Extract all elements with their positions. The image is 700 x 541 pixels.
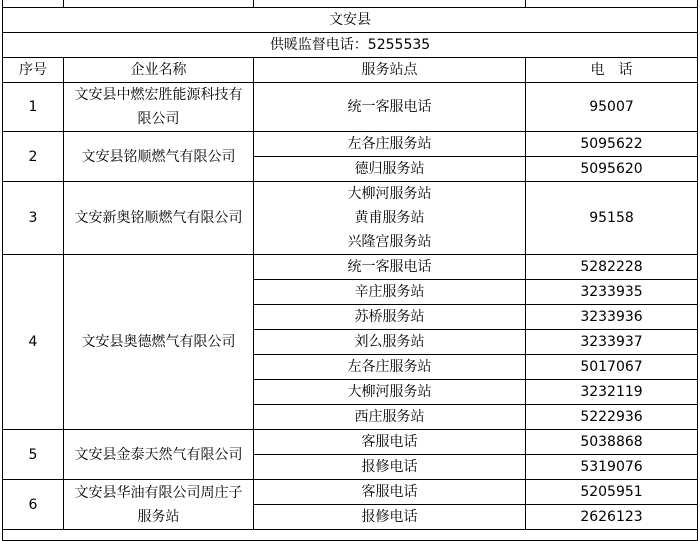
row-index: 6: [3, 480, 64, 530]
top-stub-row: [3, 0, 698, 8]
row-index: 4: [3, 255, 64, 430]
phone-number: 5095622: [526, 132, 698, 157]
header-index: 序号: [3, 58, 64, 83]
station-name: 统一客服电话: [254, 255, 526, 280]
phone-number: 2626123: [526, 505, 698, 530]
station-name: 报修电话: [254, 505, 526, 530]
station-name: 兴隆宫服务站: [254, 230, 526, 255]
table-row: [3, 430, 698, 455]
phone-number: 5282228: [526, 255, 698, 280]
phone-number: 5205951: [526, 480, 698, 505]
bottom-stub-row: [3, 530, 698, 541]
phone-number: 5017067: [526, 355, 698, 380]
phone-number: 5319076: [526, 455, 698, 480]
station-name: 大柳河服务站: [254, 182, 526, 207]
company-name: 文安县铭顺燃气有限公司: [64, 132, 254, 182]
station-name: 左各庄服务站: [254, 355, 526, 380]
phone-number: 3233937: [526, 330, 698, 355]
row-index: 5: [3, 430, 64, 480]
company-name: 文安县中燃宏胜能源科技有限公司: [64, 83, 254, 132]
company-name: 文安新奥铭顺燃气有限公司: [64, 182, 254, 255]
row-index: 3: [3, 182, 64, 255]
station-name: 报修电话: [254, 455, 526, 480]
header-phone: 电 话: [526, 58, 698, 83]
station-name: 统一客服电话: [254, 83, 526, 132]
heating-hotline: 供暖监督电话：5255535: [3, 33, 698, 58]
hotline-row: [3, 33, 698, 58]
phone-number: 95007: [526, 83, 698, 132]
company-name: 文安县华油有限公司周庄子服务站: [64, 480, 254, 530]
header-company: 企业名称: [64, 58, 254, 83]
company-name: 文安县金泰天然气有限公司: [64, 430, 254, 480]
phone-number: 3233936: [526, 305, 698, 330]
title-row: [3, 8, 698, 33]
phone-number: 95158: [526, 182, 698, 255]
row-index: 1: [3, 83, 64, 132]
company-name: 文安县奥德燃气有限公司: [64, 255, 254, 430]
table-row: [3, 480, 698, 505]
county-title: 文安县: [3, 8, 698, 33]
table-row: [3, 132, 698, 157]
station-name: 辛庄服务站: [254, 280, 526, 305]
phone-number: 5095620: [526, 157, 698, 182]
table-row: [3, 255, 698, 280]
station-name: 黄甫服务站: [254, 206, 526, 230]
header-row: [3, 58, 698, 83]
phone-number: 5222936: [526, 405, 698, 430]
station-name: 客服电话: [254, 480, 526, 505]
station-name: 苏桥服务站: [254, 305, 526, 330]
station-name: 客服电话: [254, 430, 526, 455]
phone-number: 3232119: [526, 380, 698, 405]
gas-service-table: [2, 0, 698, 541]
station-name: 德归服务站: [254, 157, 526, 182]
table-row: [3, 182, 698, 207]
phone-number: 3233935: [526, 280, 698, 305]
phone-number: 5038868: [526, 430, 698, 455]
station-name: 西庄服务站: [254, 405, 526, 430]
station-name: 刘么服务站: [254, 330, 526, 355]
station-name: 左各庄服务站: [254, 132, 526, 157]
header-station: 服务站点: [254, 58, 526, 83]
row-index: 2: [3, 132, 64, 182]
station-name: 大柳河服务站: [254, 380, 526, 405]
